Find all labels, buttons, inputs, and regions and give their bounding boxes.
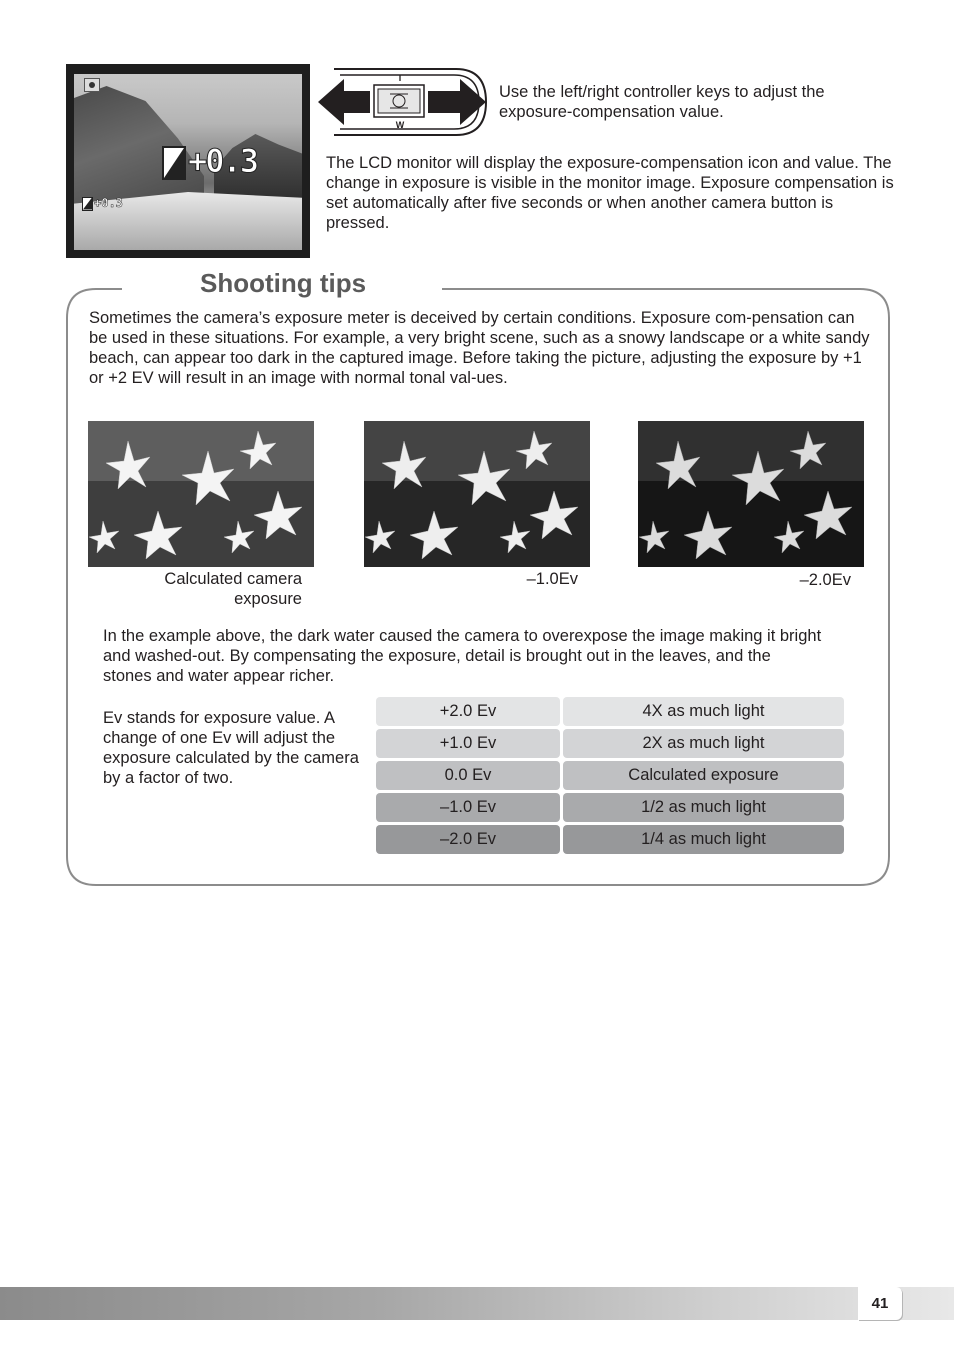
ev-table-row-5-light: 1/4 as much light (563, 825, 844, 854)
ev-table-row-4-light: 1/2 as much light (563, 793, 844, 822)
page-number: 41 (858, 1287, 902, 1320)
photo-minus-1ev (364, 421, 590, 567)
lcd-small-ev-display (82, 196, 123, 211)
adjust-instruction: Use the left/right controller keys to adjust the exposure-compensation value. (499, 83, 825, 121)
exposure-compensation-small-icon (82, 197, 93, 211)
controller-keys-illustration (316, 67, 488, 137)
camera-mode-icon (84, 78, 100, 92)
ev-table-row-1-ev: +2.0 Ev (376, 697, 560, 726)
caption-calculated-line1: Calculated camera (164, 570, 302, 588)
ev-table (376, 697, 844, 857)
caption-minus-1ev: –1.0Ev (526, 570, 578, 588)
lcd-large-ev-display (162, 142, 257, 180)
ev-table-row-2-light: 2X as much light (563, 729, 844, 758)
photo-minus-2ev (638, 421, 864, 567)
lcd-monitor-illustration (66, 64, 310, 258)
lcd-large-ev-value: +0.3 (188, 142, 258, 180)
shooting-tips-intro: Sometimes the camera’s exposure meter is deceived by certain conditions. Exposure com-pensation can be used in these situations. For example, a very bright scene, such as a snowy landscape or a white sandy beach, can appear too dark in the captured image. Before taking the picture, adjusting the exposure by +1 or +2 EV will result in an image with normal tonal val-ues. (89, 309, 870, 387)
controller-bottom-label: W (395, 120, 405, 130)
caption-calculated-line2: exposure (234, 590, 302, 608)
ev-table-row-2-ev: +1.0 Ev (376, 729, 560, 758)
exposure-compensation-icon (162, 146, 186, 180)
caption-calculated-exposure (120, 569, 302, 609)
controller-top-label: T (397, 73, 403, 83)
footer-bar (0, 1287, 954, 1320)
ev-explanation: Ev stands for exposure value. A change of one Ev will adjust the exposure calculated by the camera by a factor of two. (103, 709, 359, 787)
example-explanation: In the example above, the dark water caused the camera to overexpose the image making it bright and washed-out. By compensating the exposure, detail is brought out in the leaves, and the stones and water appear richer. (103, 627, 822, 685)
ev-table-row-3-light: Calculated exposure (563, 761, 844, 790)
lcd-small-ev-value: +0.3 (94, 196, 123, 210)
ev-table-row-5-ev: –2.0 Ev (376, 825, 560, 854)
ev-table-row-3-ev: 0.0 Ev (376, 761, 560, 790)
ev-table-row-4-ev: –1.0 Ev (376, 793, 560, 822)
photo-calculated-exposure (88, 421, 314, 567)
ev-table-row-1-light: 4X as much light (563, 697, 844, 726)
shooting-tips-title: Shooting tips (194, 268, 372, 299)
lcd-screen-image (74, 74, 302, 250)
caption-minus-2ev: –2.0Ev (799, 571, 851, 589)
display-instruction: The LCD monitor will display the exposure-compensation icon and value. The change in exposure is visible in the monitor image. Exposure compensation is set automatically after five seconds or when another camera button is pressed. (326, 154, 894, 232)
